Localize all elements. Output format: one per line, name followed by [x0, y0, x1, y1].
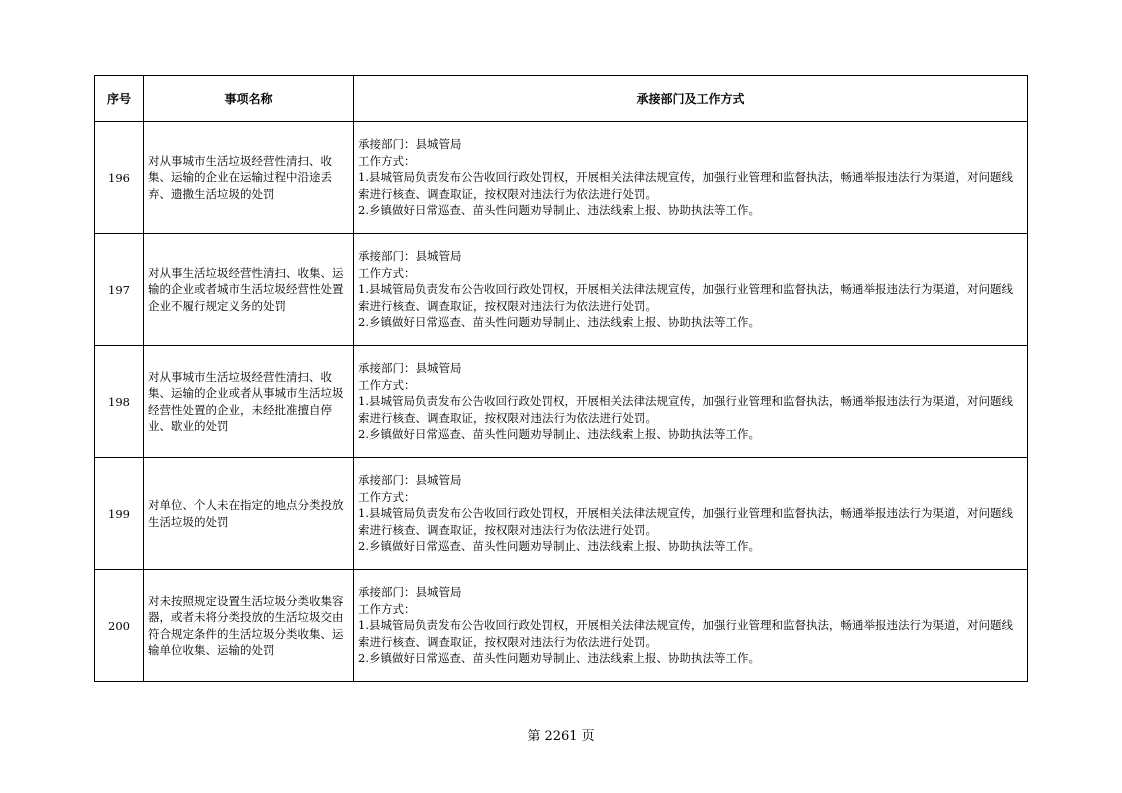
dept-method-cell	[354, 570, 1028, 682]
dept-method-cell	[354, 234, 1028, 346]
row-number: 196	[95, 122, 144, 234]
dept-line: 承接部门：县城管局	[358, 473, 462, 488]
method-label: 工作方式：	[358, 377, 416, 392]
method-label: 工作方式：	[358, 265, 416, 280]
matter-name: 对从事城市生活垃圾经营性清扫、收集、运输的企业或者从事城市生活垃圾经营性处置的企业，未经批准擅自停业、歇业的处罚	[144, 346, 354, 458]
row-number: 199	[95, 458, 144, 570]
dept-method-cell	[354, 458, 1028, 570]
method-item-1: 1.县城管局负责发布公告收回行政处罚权，开展相关法律法规宣传，加强行业管理和监督执法，畅通举报违法行为渠道，对问题线索进行核查、调查取证，按权限对违法行为依法进行处罚。	[358, 170, 1013, 201]
method-item-1: 1.县城管局负责发布公告收回行政处罚权，开展相关法律法规宣传，加强行业管理和监督执法，畅通举报违法行为渠道，对问题线索进行核查、调查取证，按权限对违法行为依法进行处罚。	[358, 506, 1013, 537]
table-row	[95, 122, 1028, 234]
row-number: 198	[95, 346, 144, 458]
header-row	[95, 76, 1028, 122]
table-row	[95, 458, 1028, 570]
header-name: 事项名称	[144, 76, 354, 122]
method-item-1: 1.县城管局负责发布公告收回行政处罚权，开展相关法律法规宣传，加强行业管理和监督执法，畅通举报违法行为渠道，对问题线索进行核查、调查取证，按权限对违法行为依法进行处罚。	[358, 618, 1013, 649]
method-item-2: 2.乡镇做好日常巡查、苗头性问题劝导制止、违法线索上报、协助执法等工作。	[358, 539, 760, 554]
dept-line: 承接部门：县城管局	[358, 361, 462, 376]
table-row	[95, 346, 1028, 458]
method-item-1: 1.县城管局负责发布公告收回行政处罚权，开展相关法律法规宣传，加强行业管理和监督执法，畅通举报违法行为渠道，对问题线索进行核查、调查取证，按权限对违法行为依法进行处罚。	[358, 394, 1013, 425]
header-no: 序号	[95, 76, 144, 122]
row-number: 197	[95, 234, 144, 346]
row-number: 200	[95, 570, 144, 682]
method-item-2: 2.乡镇做好日常巡查、苗头性问题劝导制止、违法线索上报、协助执法等工作。	[358, 427, 760, 442]
method-item-2: 2.乡镇做好日常巡查、苗头性问题劝导制止、违法线索上报、协助执法等工作。	[358, 203, 760, 218]
matter-name: 对单位、个人未在指定的地点分类投放生活垃圾的处罚	[144, 458, 354, 570]
page-number: 第 2261 页	[527, 729, 595, 744]
method-item-2: 2.乡镇做好日常巡查、苗头性问题劝导制止、违法线索上报、协助执法等工作。	[358, 315, 760, 330]
method-item-1: 1.县城管局负责发布公告收回行政处罚权，开展相关法律法规宣传，加强行业管理和监督执法，畅通举报违法行为渠道，对问题线索进行核查、调查取证，按权限对违法行为依法进行处罚。	[358, 282, 1013, 313]
dept-line: 承接部门：县城管局	[358, 249, 462, 264]
dept-method-cell	[354, 122, 1028, 234]
dept-line: 承接部门：县城管局	[358, 137, 462, 152]
matter-name: 对未按照规定设置生活垃圾分类收集容器，或者未将分类投放的生活垃圾交由符合规定条件的生活垃圾分类收集、运输单位收集、运输的处罚	[144, 570, 354, 682]
method-label: 工作方式：	[358, 489, 416, 504]
method-label: 工作方式：	[358, 601, 416, 616]
matter-name: 对从事生活垃圾经营性清扫、收集、运输的企业或者城市生活垃圾经营性处置企业不履行规定义务的处罚	[144, 234, 354, 346]
matters-table	[94, 75, 1028, 682]
dept-method-cell	[354, 346, 1028, 458]
table-row	[95, 570, 1028, 682]
dept-line: 承接部门：县城管局	[358, 585, 462, 600]
table-row	[95, 234, 1028, 346]
method-label: 工作方式：	[358, 153, 416, 168]
method-item-2: 2.乡镇做好日常巡查、苗头性问题劝导制止、违法线索上报、协助执法等工作。	[358, 651, 760, 666]
header-dept: 承接部门及工作方式	[354, 76, 1028, 122]
matter-name: 对从事城市生活垃圾经营性清扫、收集、运输的企业在运输过程中沿途丢弃、遗撒生活垃圾的处罚	[144, 122, 354, 234]
